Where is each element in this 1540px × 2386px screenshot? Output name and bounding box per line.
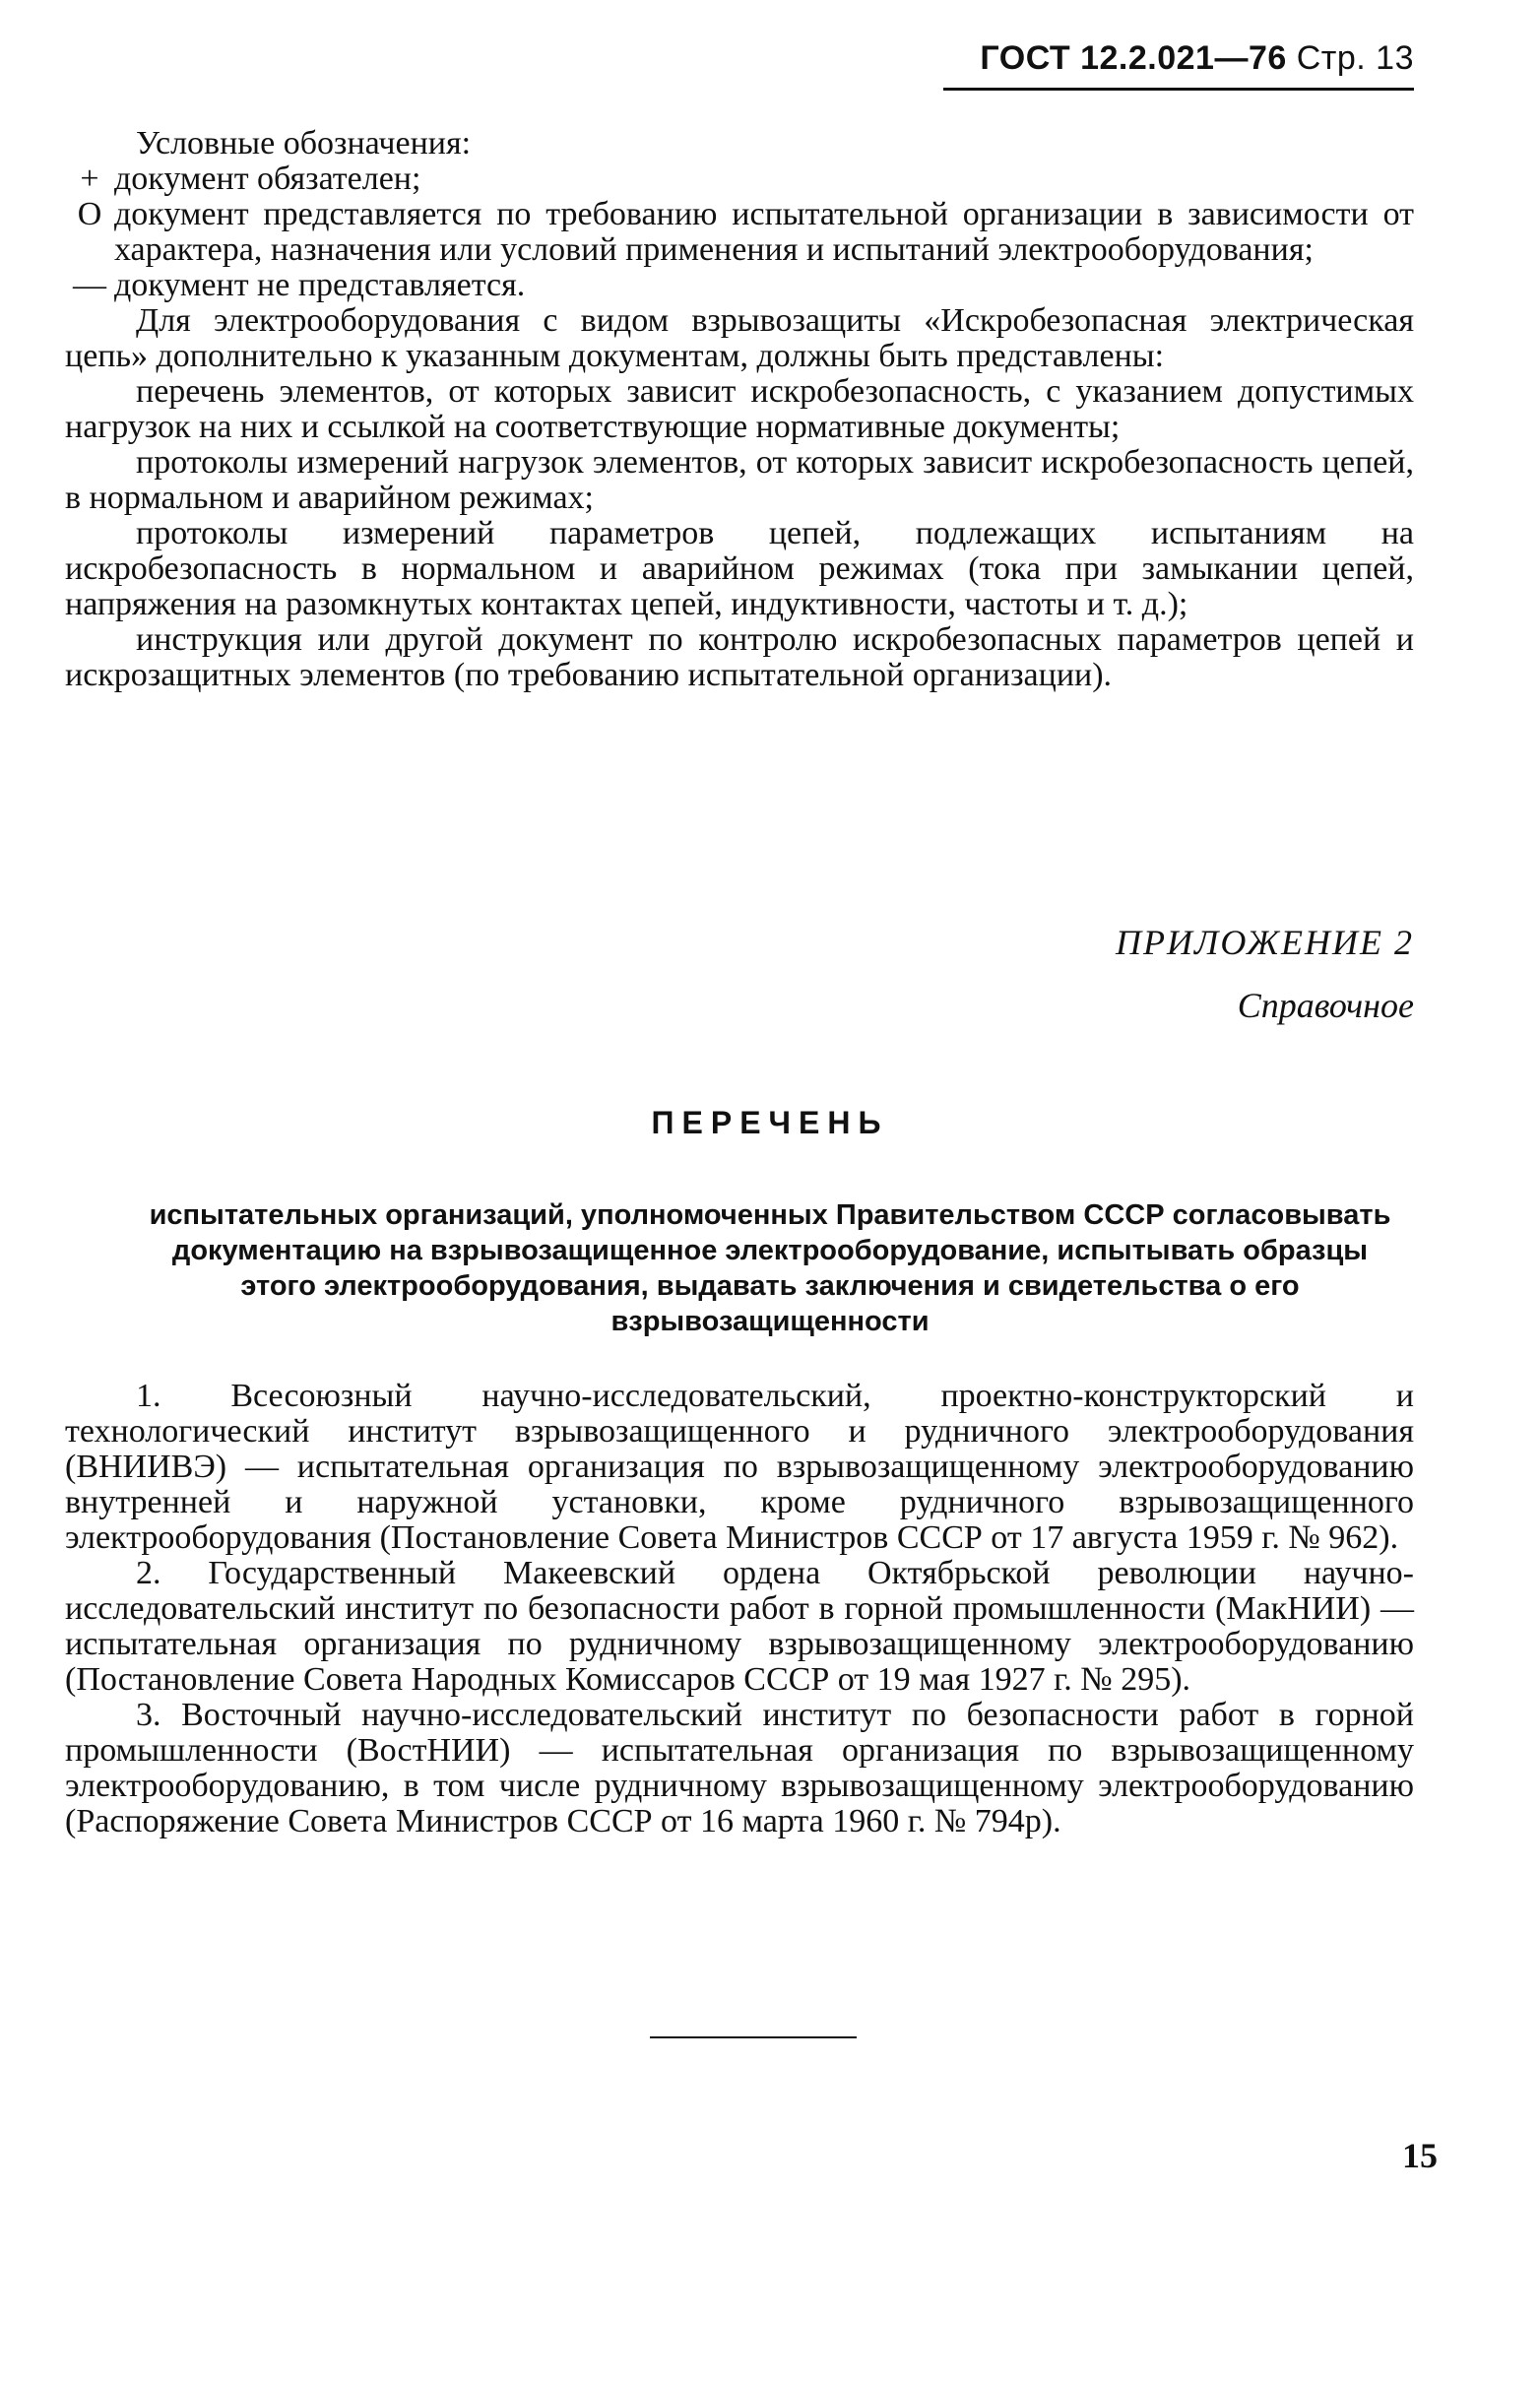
legend-item-mandatory [65, 161, 1414, 197]
footer-rule [650, 2036, 857, 2038]
circle-symbol: O [77, 196, 102, 232]
list-item: 3. Восточный научно-исследовательский институт по безопасности работ в горной промышленности (ВостНИИ) — испытательная организация по взрывозащищенному электрооборудованию, в том числе рудничному взрывозащищенному электрооборудованию (Распоряжение Совета Министров СССР от 16 марта 1960 г. № 794р). [65, 1697, 1414, 1839]
header-doc-number: ГОСТ 12.2.021—76 [980, 39, 1287, 77]
paragraph-parameter-protocols: протоколы измерений параметров цепей, подлежащих испытаниям на искробезопасность в нормальном и аварийном режимах (тока при замыкании цепей, напряжения на разомкнутых контактах цепей, индуктивности, частоты и т. д.); [65, 515, 1414, 622]
plus-symbol: + [80, 161, 99, 197]
legend-and-requirements [65, 126, 1414, 693]
paragraph-load-protocols: протоколы измерений нагрузок элементов, от которых зависит искробезопасность цепей, в нормальном и аварийном режимах; [65, 444, 1414, 516]
legend-item-not-required [65, 268, 1414, 303]
section-subheading: испытательных организаций, уполномоченных Правительством СССР согласовывать документацию на взрывозащищенное электрооборудование, испытывать образцы этого электрооборудования, выдавать заключения и свидетельства о его взрывозащищенности [149, 1199, 1391, 1337]
paragraph-instruction: инструкция или другой документ по контролю искробезопасных параметров цепей и искрозащитных элементов (по требованию испытательной организации). [65, 621, 1414, 693]
legend-item-on-request [65, 197, 1414, 268]
header-page-label: Стр. 13 [1296, 39, 1414, 77]
page-number: 15 [1402, 2136, 1438, 2175]
section-heading: ПЕРЕЧЕНЬ [651, 1105, 889, 1140]
list-item: 1. Всесоюзный научно-исследовательский, проектно-конструкторский и технологический институт взрывозащищенного и рудничного электрооборудования (ВНИИВЭ) — испытательная организация по взрывозащищенному электрооборудованию внутренней и наружной установки, кроме рудничного взрывозащищенного электрооборудования (Постановление Совета Министров СССР от 17 августа 1959 г. № 962). [65, 1378, 1414, 1556]
legend-text: документ обязателен; [114, 161, 421, 197]
organizations-list [65, 1379, 1414, 1839]
legend-text: документ не представляется. [114, 267, 526, 303]
dash-symbol: — [73, 267, 106, 303]
header-rule [943, 88, 1414, 91]
running-header [943, 39, 1414, 78]
appendix-label [1116, 911, 1414, 1037]
legend-text: документ представляется по требованию испытательной организации в зависимости от характера, назначения или условий применения и испытаний электрооборудования; [114, 196, 1414, 268]
paragraph-elements-list: перечень элементов, от которых зависит искробезопасность, с указанием допустимых нагрузок на них и ссылкой на соответствующие нормативные документы; [65, 373, 1414, 445]
appendix-title: ПРИЛОЖЕНИЕ 2 [1116, 923, 1414, 962]
paragraph-intro: Для электрооборудования с видом взрывозащиты «Искробезопасная электрическая цепь» дополнительно к указанным документам, должны быть представлены: [65, 302, 1414, 374]
list-item: 2. Государственный Макеевский ордена Октябрьской революции научно-исследовательский институт по безопасности работ в горной промышленности (МакНИИ) — испытательная организация по рудничному взрывозащищенному электрооборудованию (Постановление Совета Народных Комиссаров СССР от 19 мая 1927 г. № 295). [65, 1555, 1414, 1698]
appendix-subtitle: Справочное [1237, 986, 1414, 1025]
legend-title: Условные обозначения: [136, 125, 472, 161]
